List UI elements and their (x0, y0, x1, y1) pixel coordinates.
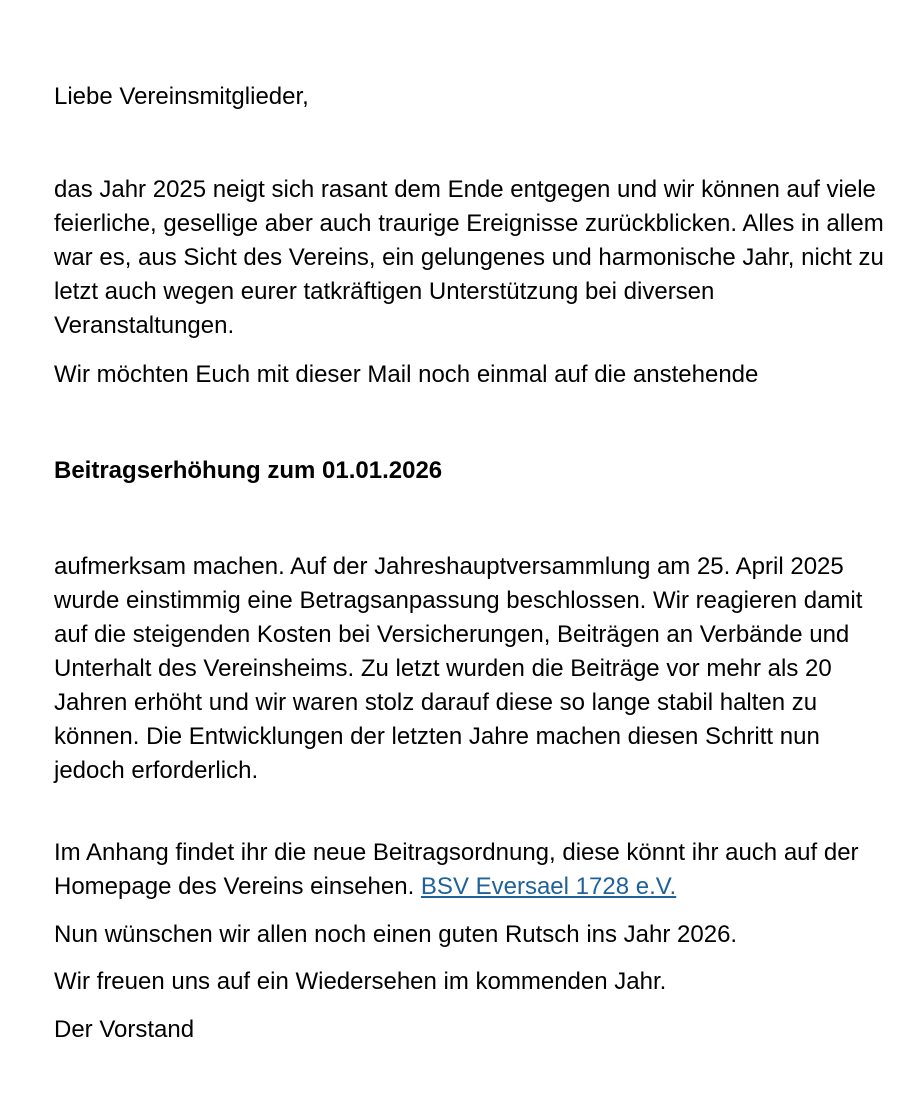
attachment-text: Im Anhang findet ihr die neue Beitragsordnung, diese könnt ihr auch auf der Homepage des Vereins einsehen. (54, 839, 859, 900)
fee-increase-heading: Beitragserhöhung zum 01.01.2026 (54, 457, 443, 484)
announcement-lead: Wir möchten Euch mit dieser Mail noch einmal auf die anstehende (54, 361, 759, 388)
club-homepage-link[interactable]: BSV Eversael 1728 e.V. (420, 873, 677, 900)
greeting: Liebe Vereinsmitglieder, (54, 83, 309, 110)
signature: Der Vorstand (54, 1016, 195, 1043)
see-you-paragraph: Wir freuen uns auf ein Wiedersehen im kommenden Jahr. (54, 968, 667, 995)
attachment-paragraph (54, 836, 894, 904)
fee-increase-paragraph: aufmerksam machen. Auf der Jahreshauptversammlung am 25. April 2025 wurde einstimmig eine Betragsanpassung beschlossen. Wir reagieren damit auf die steigenden Kosten bei Versicherungen, Beiträgen an Verbände und Unterhalt des Vereinsheims. Zu letzt wurden die Beiträge vor mehr als 20 Jahren erhöht und wir waren stolz darauf diese so lange stabil halten zu können. Die Entwicklungen der letzten Jahre machen diesen Schritt nun jedoch erforderlich. (54, 553, 863, 784)
intro-paragraph: das Jahr 2025 neigt sich rasant dem Ende entgegen und wir können auf viele feierliche, gesellige aber auch traurige Ereignisse zurückblicken. Alles in allem war es, aus Sicht des Vereins, ein gelungenes und harmonische Jahr, nicht zu letzt auch wegen eurer tatkräftigen Unterstützung bei diversen Veranstaltungen. (54, 176, 884, 339)
new-year-wishes: Nun wünschen wir allen noch einen guten Rutsch ins Jahr 2026. (54, 921, 738, 948)
